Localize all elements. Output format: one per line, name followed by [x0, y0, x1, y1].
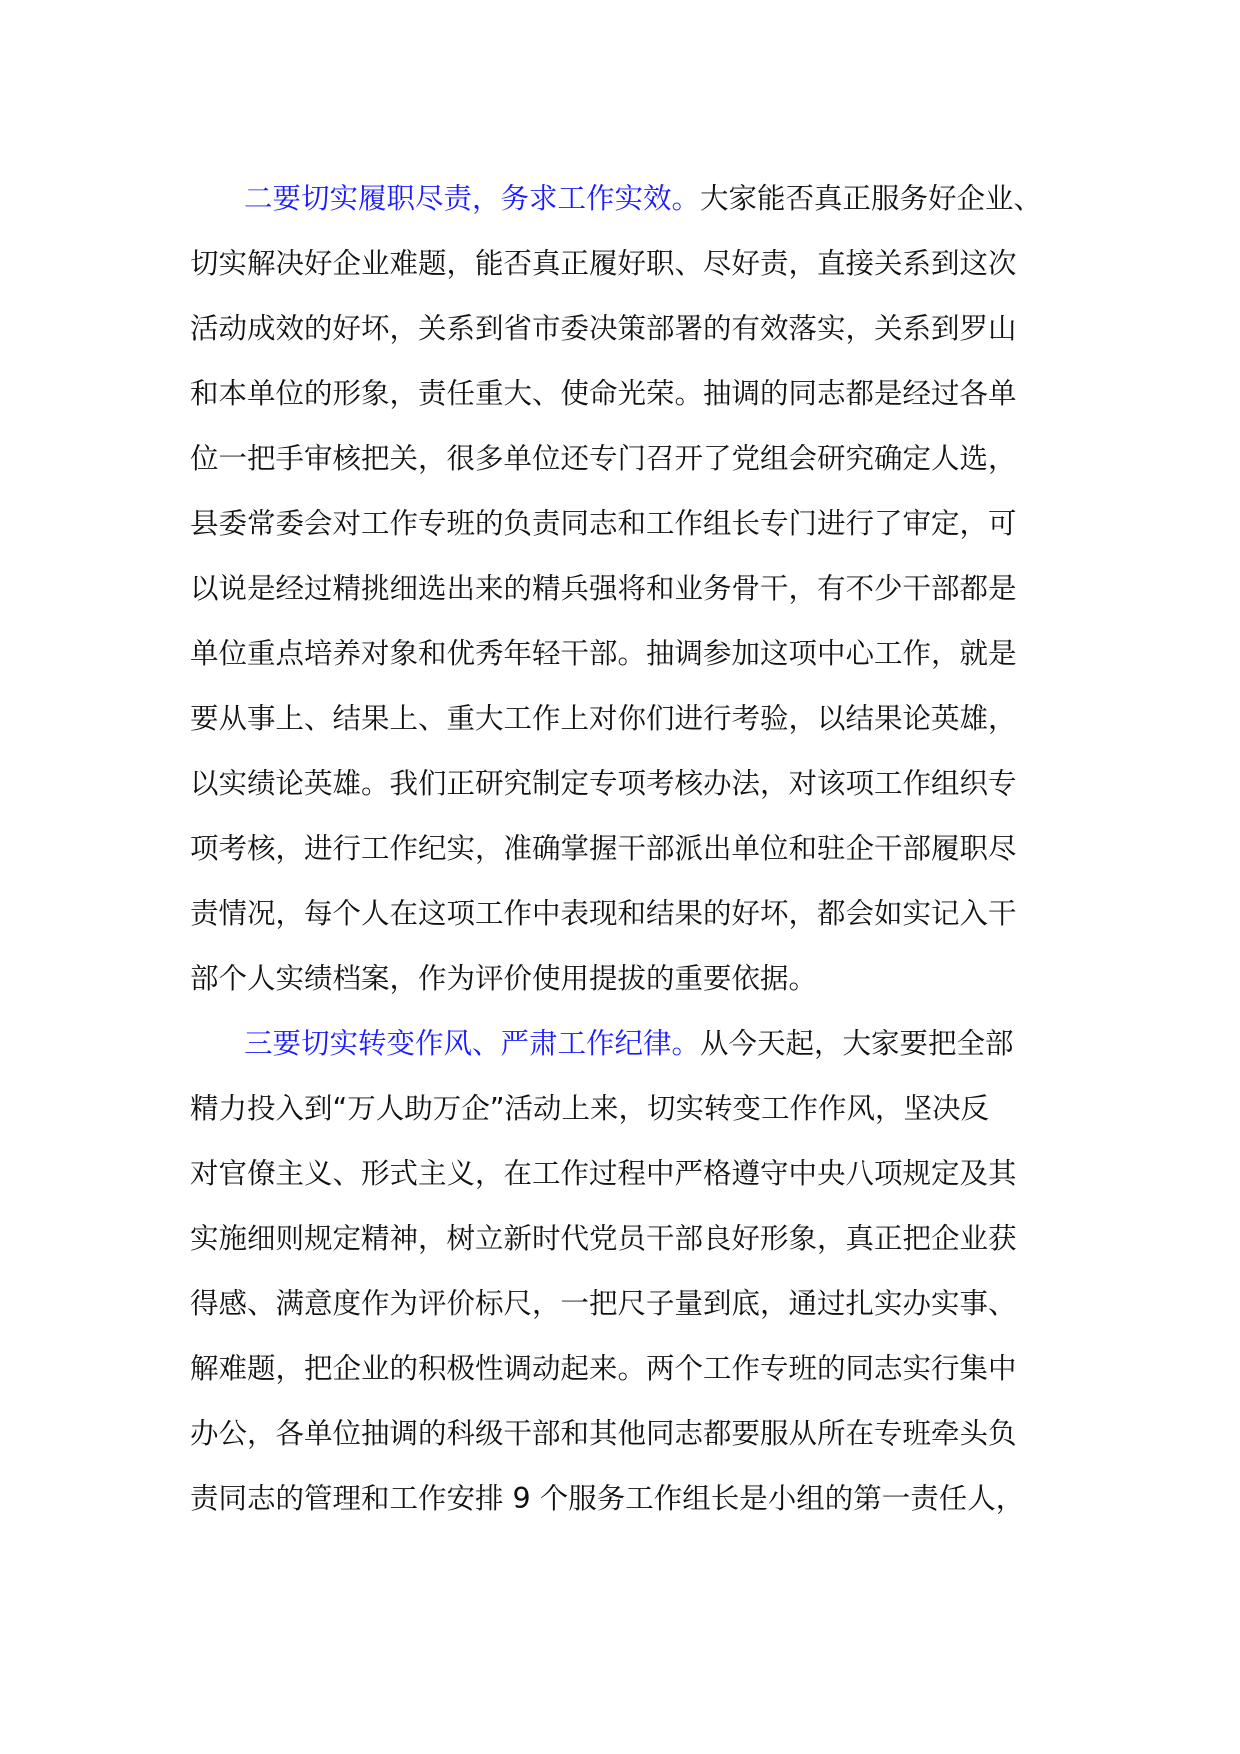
paragraph-first-line — [190, 166, 1050, 231]
paragraph-discipline — [190, 1011, 1050, 1531]
paragraph-line: 精力投入到“万人助万企”活动上来，切实转变工作作风，坚决反 — [190, 1092, 990, 1125]
paragraph-line: 办公，各单位抽调的科级干部和其他同志都要服从所在专班牵头负 — [190, 1417, 1017, 1450]
paragraph-heading: 三要切实转变作风、严肃工作纪律。 — [244, 1027, 701, 1060]
paragraph-line: 对官僚主义、形式主义，在工作过程中严格遵守中央八项规定及其 — [190, 1157, 1017, 1190]
paragraph-line: 单位重点培养对象和优秀年轻干部。抽调参加这项中心工作，就是 — [190, 637, 1017, 670]
paragraph-line: 和本单位的形象，责任重大、使命光荣。抽调的同志都是经过各单 — [190, 377, 1017, 410]
paragraph-heading: 二要切实履职尽责，务求工作实效。 — [244, 182, 701, 215]
paragraph-line: 县委常委会对工作专班的负责同志和工作组长专门进行了审定，可 — [190, 507, 1017, 540]
paragraph-line: 活动成效的好坏，关系到省市委决策部署的有效落实，关系到罗山 — [190, 312, 1017, 345]
paragraph-line: 位一把手审核把关，很多单位还专门召开了党组会研究确定人选， — [190, 442, 1017, 475]
paragraph-line: 以实绩论英雄。我们正研究制定专项考核办法，对该项工作组织专 — [190, 767, 1017, 800]
paragraph-line: 项考核，进行工作纪实，准确掌握干部派出单位和驻企干部履职尽 — [190, 832, 1017, 865]
paragraph-line: 责同志的管理和工作安排 9 个服务工作组长是小组的第一责任人， — [190, 1482, 1025, 1515]
paragraph-line: 要从事上、结果上、重大工作上对你们进行考验，以结果论英雄， — [190, 702, 1017, 735]
paragraph-duty — [190, 166, 1050, 1011]
paragraph-line: 得感、满意度作为评价标尺，一把尺子量到底，通过扎实办实事、 — [190, 1287, 1017, 1320]
paragraph-line: 部个人实绩档案，作为评价使用提拔的重要依据。 — [190, 962, 818, 995]
paragraph-line: 解难题，把企业的积极性调动起来。两个工作专班的同志实行集中 — [190, 1352, 1017, 1385]
paragraph-line: 切实解决好企业难题，能否真正履好职、尽好责，直接关系到这次 — [190, 247, 1017, 280]
paragraph-text: 大家能否真正服务好企业、 — [700, 182, 1043, 215]
paragraph-text: 从今天起，大家要把全部 — [700, 1027, 1014, 1060]
paragraph-first-line — [190, 1011, 1050, 1076]
paragraph-line: 实施细则规定精神，树立新时代党员干部良好形象，真正把企业获 — [190, 1222, 1017, 1255]
document-body — [190, 166, 1050, 1531]
paragraph-line: 责情况，每个人在这项工作中表现和结果的好坏，都会如实记入干 — [190, 897, 1017, 930]
paragraph-line: 以说是经过精挑细选出来的精兵强将和业务骨干，有不少干部都是 — [190, 572, 1017, 605]
